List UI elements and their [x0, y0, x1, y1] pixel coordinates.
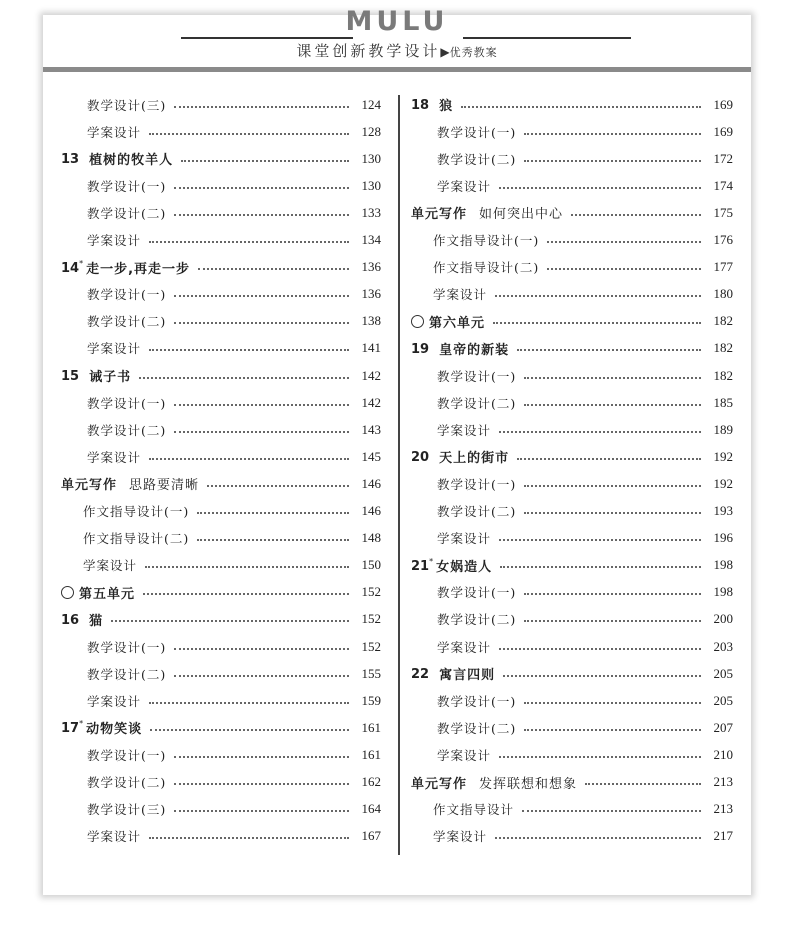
leader-dots	[524, 485, 701, 487]
toc-entry[interactable]	[61, 741, 381, 768]
entry-title: 教学设计(三)	[87, 97, 167, 113]
toc-entry[interactable]	[411, 227, 733, 254]
toc-entry[interactable]	[61, 606, 381, 633]
leader-dots	[149, 837, 349, 839]
leader-dots	[145, 566, 349, 568]
page-number: 182	[713, 367, 733, 383]
entry-title: 教学设计(一)	[87, 287, 167, 303]
page-number: 142	[361, 394, 381, 410]
lesson-number	[61, 611, 79, 628]
writing-topic: 思路要清晰	[129, 478, 200, 494]
entry-title: 单元写作	[61, 478, 118, 494]
entry-title: 学案设计	[437, 422, 492, 438]
entry-title: 作文指导设计	[433, 802, 515, 818]
toc-entry[interactable]	[411, 308, 733, 335]
page-number: 182	[713, 313, 733, 329]
mulu-heading: MULU	[345, 6, 449, 37]
toc-entry[interactable]	[411, 199, 733, 226]
page-number: 146	[361, 475, 381, 491]
leader-dots	[139, 377, 349, 379]
toc-entry[interactable]	[61, 579, 381, 606]
toc-entry[interactable]	[411, 796, 733, 823]
entry-title: 教学设计(三)	[87, 802, 167, 818]
leader-dots	[495, 295, 701, 297]
leader-dots	[174, 756, 349, 758]
lesson-number-text: 15	[61, 369, 80, 384]
toc-entry[interactable]	[61, 172, 381, 199]
leader-dots	[174, 214, 349, 216]
page-number: 146	[361, 503, 381, 518]
entry-title: 教学设计(一)	[437, 476, 517, 492]
leader-dots	[522, 810, 701, 812]
leader-dots	[547, 241, 701, 243]
lesson-number	[61, 367, 79, 384]
toc-entry[interactable]	[411, 579, 733, 606]
leader-dots	[493, 322, 701, 324]
page-number: 189	[713, 421, 733, 437]
header-bar	[43, 67, 751, 72]
circle-icon	[61, 586, 74, 599]
toc-entry[interactable]	[61, 281, 381, 308]
page-number: 155	[361, 665, 381, 681]
toc-entry[interactable]	[61, 227, 381, 254]
page-number: 192	[713, 475, 733, 491]
page-number: 192	[713, 448, 733, 464]
leader-dots	[499, 539, 701, 541]
leader-dots	[149, 702, 349, 704]
toc-entry[interactable]	[411, 823, 733, 850]
toc-entry[interactable]	[411, 145, 733, 172]
page-number: 152	[361, 584, 381, 600]
toc-entry[interactable]	[411, 660, 733, 687]
page-number: 198	[713, 584, 733, 600]
lesson-number	[61, 150, 79, 167]
lesson-number-text: 17	[61, 721, 80, 737]
lesson-number	[411, 448, 429, 465]
leader-dots	[524, 133, 701, 135]
leader-dots	[150, 729, 349, 731]
page-number: 136	[361, 286, 381, 302]
leader-dots	[174, 322, 349, 324]
toc-entry[interactable]	[411, 254, 733, 281]
page-number: 164	[361, 801, 381, 817]
entry-title: 单元写作	[411, 776, 468, 792]
toc-entry[interactable]	[61, 362, 381, 389]
lesson-number-text: 21	[411, 558, 430, 574]
lesson-number	[411, 665, 429, 682]
lesson-number-text: 20	[411, 450, 430, 466]
toc-entry[interactable]	[61, 552, 381, 579]
leader-dots	[524, 512, 701, 514]
lesson-number-text: 16	[61, 612, 80, 628]
toc-entry[interactable]	[61, 145, 381, 172]
entry-title: 女娲造人	[436, 559, 493, 575]
leader-dots	[174, 106, 349, 108]
leader-dots	[461, 106, 701, 108]
toc-entry[interactable]	[411, 606, 733, 633]
lesson-number	[411, 557, 433, 574]
toc-entry[interactable]	[61, 389, 381, 416]
page-number: 196	[713, 530, 733, 546]
page-number: 193	[713, 503, 733, 518]
toc-entry[interactable]	[411, 552, 733, 579]
lesson-number	[61, 259, 83, 276]
leader-dots	[181, 160, 349, 162]
entry-title: 作文指导设计(一)	[83, 504, 190, 519]
entry-title: 学案设计	[437, 178, 492, 194]
toc-entry[interactable]	[61, 498, 381, 525]
lesson-number-text: 19	[411, 341, 430, 357]
lesson-number	[411, 340, 429, 357]
header-rule-right	[463, 37, 631, 39]
entry-title: 教学设计(二)	[437, 151, 517, 167]
page-number: 213	[713, 801, 733, 817]
page-number: 130	[361, 150, 381, 166]
entry-title: 教学设计(一)	[87, 178, 167, 194]
page-number: 148	[361, 530, 381, 546]
page-number: 175	[713, 204, 733, 220]
page-number: 167	[361, 828, 381, 844]
entry-title: 学案设计	[433, 287, 488, 303]
toc-entry[interactable]	[61, 416, 381, 443]
leader-dots	[495, 837, 701, 839]
entry-title: 教学设计(二)	[87, 666, 167, 682]
toc-entry[interactable]	[411, 91, 733, 118]
toc-page	[43, 6, 751, 895]
page-number: 124	[361, 96, 381, 112]
entry-title: 教学设计(一)	[437, 124, 517, 140]
lesson-number-text: 18	[411, 98, 430, 113]
page-number: 142	[361, 367, 381, 383]
page-number: 177	[713, 259, 733, 275]
leader-dots	[524, 160, 701, 162]
toc-entry[interactable]	[411, 335, 733, 362]
leader-dots	[499, 648, 701, 650]
leader-dots	[149, 241, 349, 243]
entry-title: 作文指导设计(一)	[433, 233, 540, 248]
page-number: 130	[361, 177, 381, 193]
toc-entry[interactable]	[61, 823, 381, 850]
page-number: 150	[361, 557, 381, 573]
entry-title: 诫子书	[89, 370, 132, 385]
page-number: 200	[713, 611, 733, 627]
entry-title: 教学设计(二)	[87, 775, 167, 790]
leader-dots	[517, 458, 701, 460]
toc-entry[interactable]	[61, 91, 381, 118]
leader-dots	[499, 756, 701, 758]
entry-title: 教学设计(二)	[437, 720, 517, 736]
entry-title: 第五单元	[79, 586, 136, 602]
toc-entry[interactable]	[61, 769, 381, 796]
entry-title: 猫	[89, 613, 104, 629]
column-divider	[398, 95, 400, 855]
leader-dots	[585, 783, 701, 785]
entry-title: 学案设计	[83, 558, 138, 574]
page-number: 128	[361, 123, 381, 139]
entry-title: 学案设计	[437, 639, 492, 655]
leader-dots	[174, 675, 349, 677]
leader-dots	[524, 702, 701, 704]
circle-icon	[411, 315, 424, 328]
page-number: 169	[713, 96, 733, 112]
page-number: 162	[361, 774, 381, 789]
book-title: 课堂创新教学设计	[296, 42, 441, 60]
leader-dots	[547, 268, 701, 270]
leader-dots	[524, 729, 701, 731]
entry-title: 学案设计	[87, 341, 142, 357]
entry-title: 教学设计(一)	[437, 585, 517, 601]
self-study-mark: *	[79, 719, 84, 729]
entry-title: 学案设计	[87, 233, 142, 248]
leader-dots	[149, 133, 349, 135]
page-number: 141	[361, 340, 381, 356]
leader-dots	[517, 349, 701, 351]
entry-title: 学案设计	[87, 693, 142, 709]
lesson-number-text: 14	[61, 260, 80, 276]
toc-entry[interactable]	[411, 172, 733, 199]
toc-entry[interactable]	[61, 254, 381, 281]
leader-dots	[499, 431, 701, 433]
page-number: 213	[713, 774, 733, 789]
entry-title: 走一步,再走一步	[86, 261, 191, 277]
header-rule-left	[181, 37, 353, 39]
entry-title: 作文指导设计(二)	[83, 531, 190, 547]
entry-title: 教学设计(二)	[437, 504, 517, 519]
page-number: 169	[713, 123, 733, 139]
page-number: 161	[361, 719, 381, 735]
page-number: 217	[713, 828, 733, 844]
toc-entry[interactable]	[61, 308, 381, 335]
leader-dots	[143, 593, 349, 595]
lesson-number-text: 13	[61, 152, 80, 168]
leader-dots	[571, 214, 701, 216]
page-number: 152	[361, 611, 381, 627]
lesson-number	[411, 96, 429, 113]
toc-entry[interactable]	[61, 796, 381, 823]
toc-entry[interactable]	[411, 470, 733, 497]
leader-dots	[503, 675, 701, 677]
leader-dots	[207, 485, 349, 487]
toc-entry[interactable]	[411, 416, 733, 443]
toc-entry[interactable]	[61, 118, 381, 145]
toc-entry[interactable]	[61, 687, 381, 714]
page-number: 134	[361, 232, 381, 247]
entry-title: 单元写作	[411, 207, 468, 223]
entry-title: 学案设计	[87, 829, 142, 845]
page-number: 159	[361, 692, 381, 708]
toc-entry[interactable]	[411, 741, 733, 768]
page-number: 145	[361, 448, 381, 464]
self-study-mark: *	[79, 258, 84, 268]
toc-entry[interactable]	[411, 714, 733, 741]
entry-title: 天上的街市	[439, 451, 510, 467]
page-number: 136	[361, 259, 381, 275]
leader-dots	[198, 268, 349, 270]
page-number: 161	[361, 746, 381, 762]
page-number: 133	[361, 204, 381, 220]
page-number: 138	[361, 313, 381, 329]
leader-dots	[524, 377, 701, 379]
page-number: 182	[713, 340, 733, 356]
page-number: 174	[713, 177, 733, 193]
page-number: 176	[713, 232, 733, 247]
page-number: 143	[361, 421, 381, 437]
toc-entry[interactable]	[411, 633, 733, 660]
toc-entry[interactable]	[61, 633, 381, 660]
entry-title: 教学设计(二)	[437, 395, 517, 411]
entry-title: 第六单元	[429, 315, 486, 331]
leader-dots	[174, 783, 349, 785]
arrow-icon: ▶	[440, 45, 450, 59]
toc-entry[interactable]	[411, 389, 733, 416]
entry-title: 寓言四则	[439, 668, 496, 684]
entry-title: 教学设计(一)	[87, 747, 167, 763]
leader-dots	[174, 648, 349, 650]
page-number: 210	[713, 746, 733, 762]
entry-title: 植树的牧羊人	[89, 153, 174, 169]
book-subtitle	[43, 40, 751, 61]
entry-title: 教学设计(二)	[437, 612, 517, 628]
leader-dots	[174, 404, 349, 406]
toc-entry[interactable]	[61, 525, 381, 552]
toc-entry[interactable]	[61, 335, 381, 362]
page-number: 207	[713, 719, 733, 735]
page-number: 198	[713, 557, 733, 573]
leader-dots	[499, 187, 701, 189]
entry-title: 教学设计(二)	[87, 205, 167, 221]
entry-title: 动物笑谈	[86, 722, 143, 738]
page-number: 205	[713, 692, 733, 708]
lesson-number	[61, 719, 83, 736]
toc-entry[interactable]	[411, 443, 733, 470]
lesson-number-text: 22	[411, 667, 430, 683]
entry-title: 学案设计	[437, 531, 492, 547]
entry-title: 皇帝的新装	[439, 342, 510, 358]
page-number: 172	[713, 150, 733, 166]
leader-dots	[500, 566, 701, 568]
entry-title: 教学设计(二)	[87, 314, 167, 330]
entry-title: 学案设计	[437, 747, 492, 763]
leader-dots	[524, 620, 701, 622]
toc-entry[interactable]	[61, 660, 381, 687]
entry-title: 学案设计	[433, 829, 488, 845]
page-number: 205	[713, 665, 733, 681]
leader-dots	[174, 431, 349, 433]
toc-entry[interactable]	[411, 525, 733, 552]
writing-topic: 如何突出中心	[479, 207, 564, 223]
leader-dots	[174, 295, 349, 297]
toc-entry[interactable]	[411, 118, 733, 145]
leader-dots	[149, 458, 349, 460]
entry-title: 教学设计(一)	[437, 693, 517, 709]
entry-title: 作文指导设计(二)	[433, 260, 540, 276]
toc-entry[interactable]	[61, 443, 381, 470]
leader-dots	[197, 512, 349, 514]
entry-title: 学案设计	[87, 449, 142, 465]
leader-dots	[174, 810, 349, 812]
leader-dots	[149, 349, 349, 351]
page-number: 185	[713, 394, 733, 410]
toc-entry[interactable]	[61, 199, 381, 226]
toc-entry[interactable]	[61, 714, 381, 741]
entry-title: 狼	[439, 99, 454, 114]
page-number: 203	[713, 638, 733, 654]
toc-entry[interactable]	[411, 498, 733, 525]
leader-dots	[174, 187, 349, 189]
toc-entry[interactable]	[411, 769, 733, 796]
leader-dots	[197, 539, 349, 541]
page-number: 152	[361, 638, 381, 654]
writing-topic: 发挥联想和想象	[479, 776, 578, 792]
page-number: 180	[713, 286, 733, 302]
toc-entry[interactable]	[411, 687, 733, 714]
series-label: 优秀教案	[449, 46, 498, 59]
toc-entry[interactable]	[411, 281, 733, 308]
leader-dots	[524, 593, 701, 595]
leader-dots	[524, 404, 701, 406]
entry-title: 教学设计(一)	[437, 368, 517, 384]
entry-title: 教学设计(二)	[87, 422, 167, 438]
entry-title: 教学设计(一)	[87, 395, 167, 411]
entry-title: 教学设计(一)	[87, 639, 167, 655]
leader-dots	[111, 620, 349, 622]
entry-title: 学案设计	[87, 124, 142, 140]
self-study-mark: *	[429, 556, 434, 566]
toc-entry[interactable]	[411, 362, 733, 389]
toc-entry[interactable]	[61, 470, 381, 497]
